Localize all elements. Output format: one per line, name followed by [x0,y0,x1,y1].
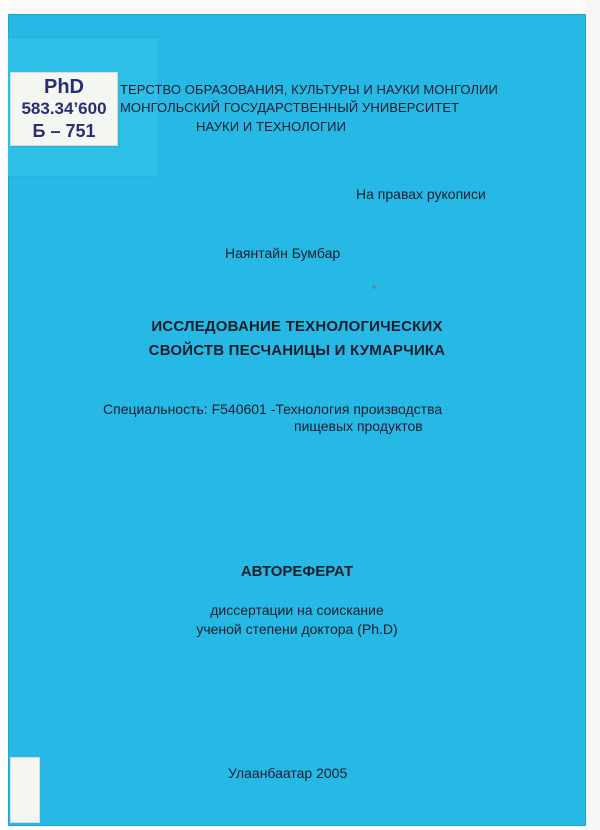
library-label-line-3: Б – 751 [32,121,96,141]
bottom-label-tab [10,757,40,823]
library-label-line-2: 583.34’600 [21,99,107,118]
library-label [10,72,118,146]
abstract-heading: АВТОРЕФЕРАТ [240,563,354,580]
title-line-1: ИССЛЕДОВАНИЕ ТЕХНОЛОГИЧЕСКИХ [151,318,443,335]
place-and-year: Улаанбаатар 2005 [228,765,348,781]
scan-margin-top [0,0,600,14]
author-name: Наянтайн Бумбар [225,245,341,261]
manuscript-rights: На правах рукописи [356,186,486,202]
library-label-line-1: PhD [44,76,84,98]
dissertation-line-2: ученой степени доктора (Ph.D) [196,621,398,637]
ministry-line-1: ТЕРСТВО ОБРАЗОВАНИЯ, КУЛЬТУРЫ И НАУКИ МОНГОЛИИ [120,82,498,97]
dissertation-line-1: диссертации на соискание [210,602,384,618]
specialty-line-2: пищевых продуктов [294,418,423,434]
paper-speck [372,285,376,289]
title-line-2: СВОЙСТВ ПЕСЧАНИЦЫ И КУМАРЧИКА [148,342,446,359]
ministry-line-3: НАУКИ И ТЕХНОЛОГИИ [196,119,347,134]
specialty-line-1: Специальность: F540601 -Технология производства [103,401,443,417]
ministry-line-2: МОНГОЛЬСКИЙ ГОСУДАРСТВЕННЫЙ УНИВЕРСИТЕТ [120,100,460,115]
scan-margin-right [586,0,600,830]
